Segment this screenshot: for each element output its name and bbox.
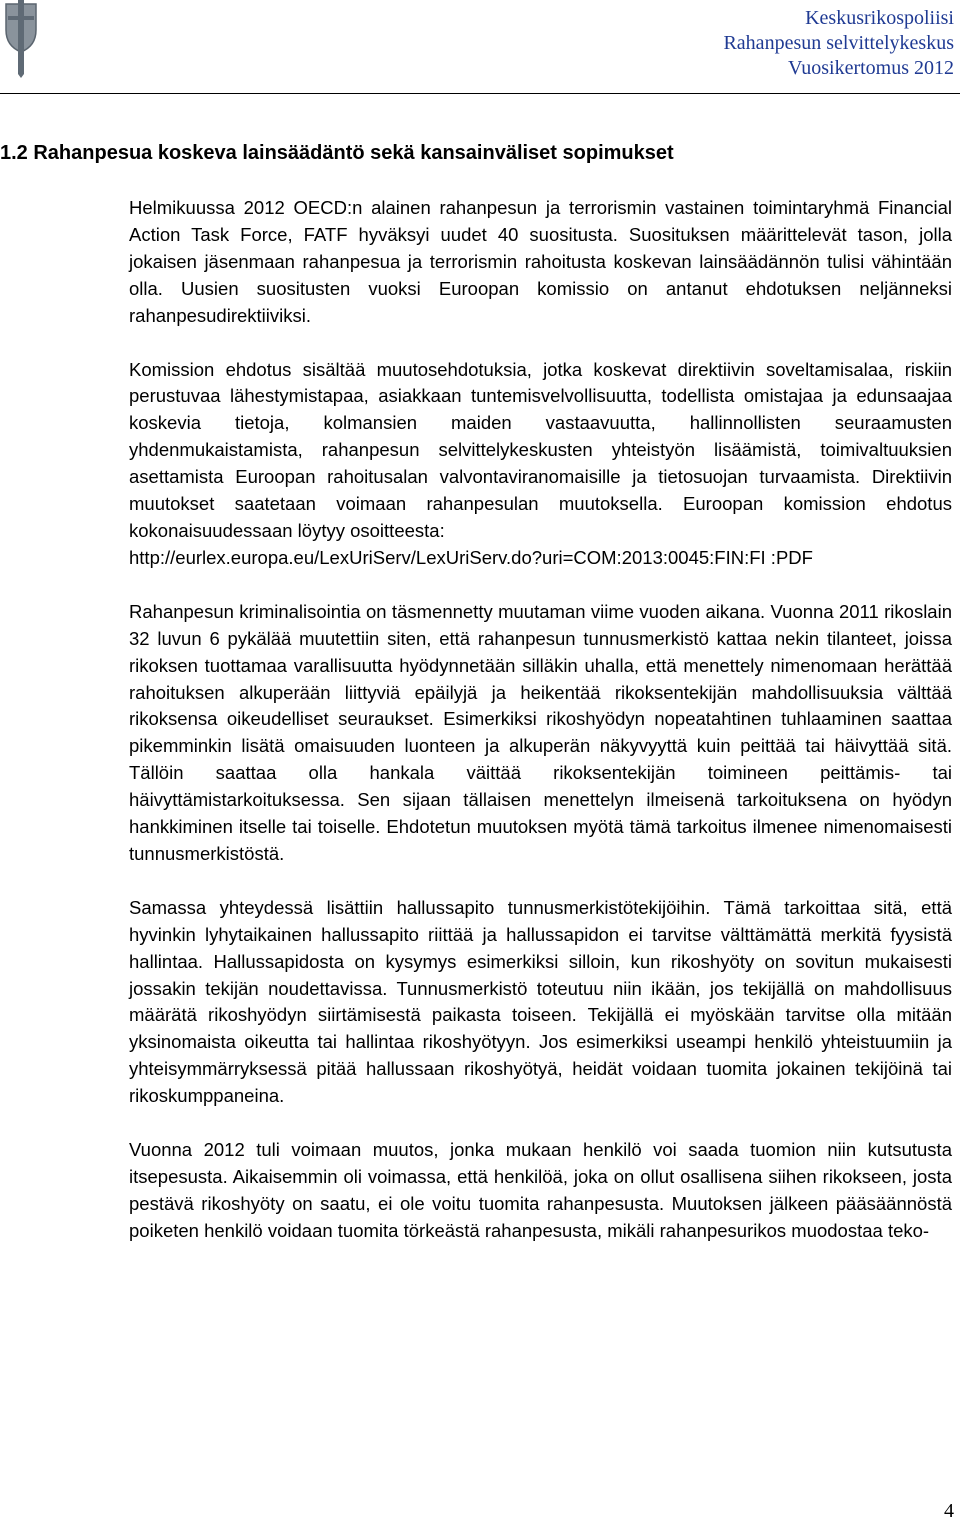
paragraph-self-laundering: Vuonna 2012 tuli voimaan muutos, jonka mukaan henkilö voi saada tuomion niin kutsutusta itsepesusta. Aikaisemmin oli voimassa, että henkilöä, joka on ollut osallisena siihen rikokseen, josta pestävä rikoshyöty on saatu, ei ole voitu tuomita rahanpesusta. Muutoksen jälkeen pääsäännöstä poiketen henkilö voidaan tuomita törkeästä rahanpesusta, mikäli rahanpesurikos muodostaa teko- [129, 1139, 952, 1241]
document-header [723, 6, 954, 81]
paragraph-possession: Samassa yhteydessä lisättiin hallussapito tunnusmerkistötekijöihin. Tämä tarkoittaa sitä, että hyvinkin lyhytaikainen hallussapito riittää ja hallussapidon ei tarvitse välttämättä merkitä fyysistä hallintaa. Hallussapidosta on kysymys esimerkiksi silloin, kun rikoshyöty on sovitun mukaisesti jossakin tekijän noudettavissa. Tunnusmerkistö toteutuu niin ikään, jos tekijällä on mahdollisuus määrätä rikoshyödyn siirtämisestä paikasta toiseen. Tekijällä ei myöskään tarvitse olla mitään yksinomaista oikeutta tai hallintaa rikoshyötyyn. Jos esimerkiksi useampi henkilö yhteistuumiin ja yhteisymmärryksessä pitää hallussaan rikoshyötyä, heidät voidaan tuomita jokainen tekijöinä tai rikoskumppaneina. [129, 896, 952, 1107]
document-body [129, 195, 952, 1245]
header-divider [0, 93, 960, 94]
header-unit: Rahanpesun selvittelykeskus [723, 32, 954, 54]
section-title: 1.2 Rahanpesua koskeva lainsäädäntö sekä kansainväliset sopimukset [0, 142, 674, 164]
eurlex-link[interactable]: http://eurlex.europa.eu/LexUriServ/LexUriServ.do?uri=COM:2013:0045:FIN:FI :PDF [129, 546, 813, 568]
paragraph-fatf-recommendations: Helmikuussa 2012 OECD:n alainen rahanpesun ja terrorismin vastainen toimintaryhmä Financial Action Task Force, FATF hyväksyi uudet 40 suositusta. Suosituksen määrittelevät tason, jolla jokaisen jäsenmaan rahanpesua ja terrorismin rahoitusta koskevan lainsäädännön tulisi vähintään olla. Uusien suositusten vuoksi Euroopan komissio on antanut ehdotuksen neljänneksi rahanpesudirektiiviksi. [129, 197, 952, 326]
police-sword-emblem-icon [0, 0, 42, 78]
header-organization: Keskusrikospoliisi [805, 7, 954, 29]
header-report-title: Vuosikertomus 2012 [787, 57, 954, 79]
paragraph-commission-proposal: Komission ehdotus sisältää muutosehdotuksia, jotka koskevat direktiivin soveltamisalaa, riskiin perustuvaa lähestymistapaa, asiakkaan tuntemisvelvollisuutta, todellista omistajaa ja edunsaajaa koskevia tietoja, kolmansien maiden vastaavuutta, hallinnollisten seuraamusten yhdenmukaistamista, rahanpesun selvittelykeskusten yhteistyön lisäämistä, toimivaltuuksien asettamista Euroopan rahoitusalan valvontaviranomaisille ja tietosuojan turvaamista. Direktiivin muutokset saatetaan voimaan rahanpesulan muutoksella. Euroopan komission ehdotus kokonaisuudessaan löytyy osoitteesta: [129, 358, 952, 541]
page-number: 4 [944, 1500, 954, 1522]
paragraph-criminalisation: Rahanpesun kriminalisointia on täsmennetty muutaman viime vuoden aikana. Vuonna 2011 rikoslain 32 luvun 6 pykälää muutettiin siten, että rahanpesun tunnusmerkistö kattaa nekin tilanteet, joissa rikoksen tuottamaa varallisuutta hyödynnetään silläkin uhalla, että menettely nimenomaan herättää rahoituksen alkuperään liittyviä epäilyjä ja heikentää rikoksentekijän mahdollisuuksia välttää rikoksensa oikeudelliset seuraukset. Esimerkiksi rikoshyödyn nopeatahtinen tuhlaaminen saattaa pikemminkin lisätä omaisuuden luonteen ja alkuperän näkyvyyttä kuin peittää tai häivyttää sitä. Tällöin saattaa olla hankala väittää rikoksentekijän toimineen peittämis- tai häivyttämistarkoituksessa. Sen sijaan tällaisen menettelyn ilmeisenä tarkoituksena on hyödyn hankkiminen itselle tai toiselle. Ehdotetun muutoksen myötä tämä tarkoitus ilmenee nimenomaisesti tunnusmerkistöstä. [129, 600, 952, 864]
